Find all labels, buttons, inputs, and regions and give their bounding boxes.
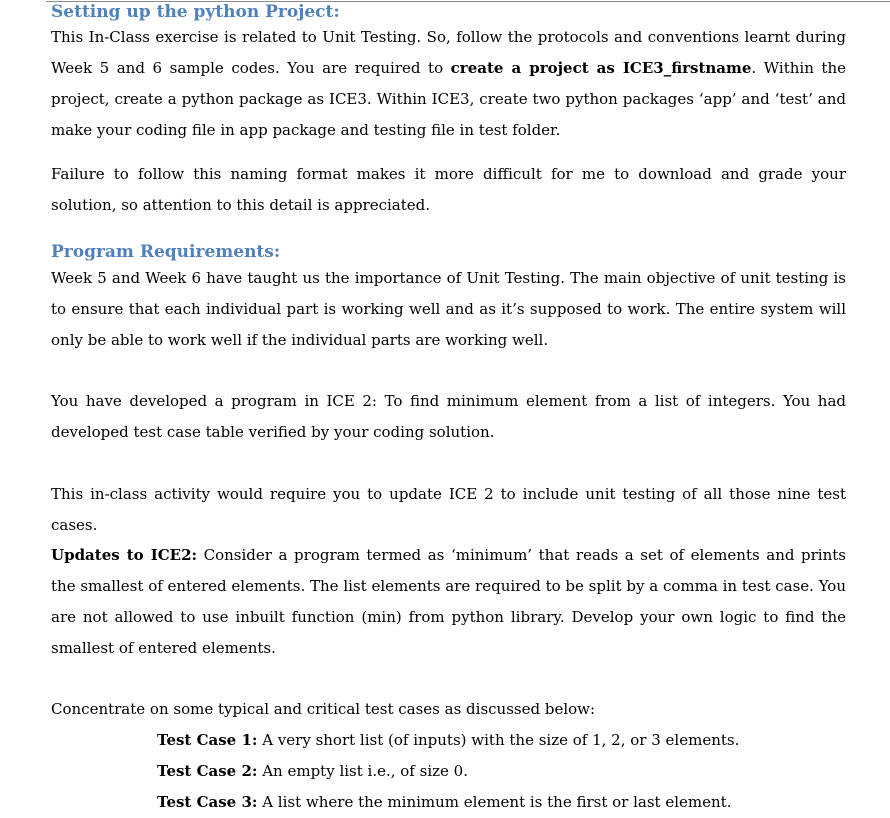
ice2-paragraph: You have developed a program in ICE 2: To find minimum element from a list of integers. You had developed test case table verified by your coding solution. [51,392,846,441]
updates-text: Consider a program termed as ‘minimum’ that reads a set of elements and prints the smallest of entered elements. The list elements are required to be split by a comma in test case. You are not allowed to use inbuilt function (min) from python library. Develop your own logic to find the smallest of entered elements. [51,546,846,657]
test-case-item [157,756,739,787]
section-heading-setup: Setting up the python Project: [51,2,340,22]
setup-intro-text: This In-Class exercise is related to Unit Testing. So, follow the protocols and conventions learnt during Week 5 and 6 sample codes. You are required to [51,28,846,77]
updates-label: Updates to ICE2: [51,546,198,564]
naming-format-paragraph: Failure to follow this naming format makes it more difficult for me to download and grade your solution, so attention to this detail is appreciated. [51,165,846,214]
test-case-text: An empty list i.e., of size 0. [257,762,468,780]
test-cases-intro: Concentrate on some typical and critical test cases as discussed below: [51,700,596,718]
unit-testing-paragraph: Week 5 and Week 6 have taught us the importance of Unit Testing. The main objective of unit testing is to ensure that each individual part is working well and as it’s supposed to work. The entire system will only be able to work well if the individual parts are working well. [51,269,846,349]
setup-project-name: create a project as ICE3_firstname [450,59,752,77]
test-case-text: A list where the minimum element is the first or last element. [257,793,732,811]
updates-paragraph [51,540,846,664]
test-case-label: Test Case 2: [157,762,258,780]
setup-rest-text: . Within the project, create a python package as ICE3. Within ICE3, create two python packages ‘app’ and ‘test’ and make your coding file in app package and testing file in test folder. [51,59,846,139]
section-heading-requirements: Program Requirements: [51,242,281,262]
test-case-text: A very short list (of inputs) with the size of 1, 2, or 3 elements. [257,731,740,749]
test-case-label: Test Case 1: [157,731,258,749]
test-case-item [157,787,739,818]
activity-paragraph: This in-class activity would require you to update ICE 2 to include unit testing of all those nine test cases. [51,485,846,534]
test-case-item [157,725,739,756]
test-case-label: Test Case 3: [157,793,258,811]
test-case-list [157,725,739,818]
setup-paragraph [51,22,846,146]
